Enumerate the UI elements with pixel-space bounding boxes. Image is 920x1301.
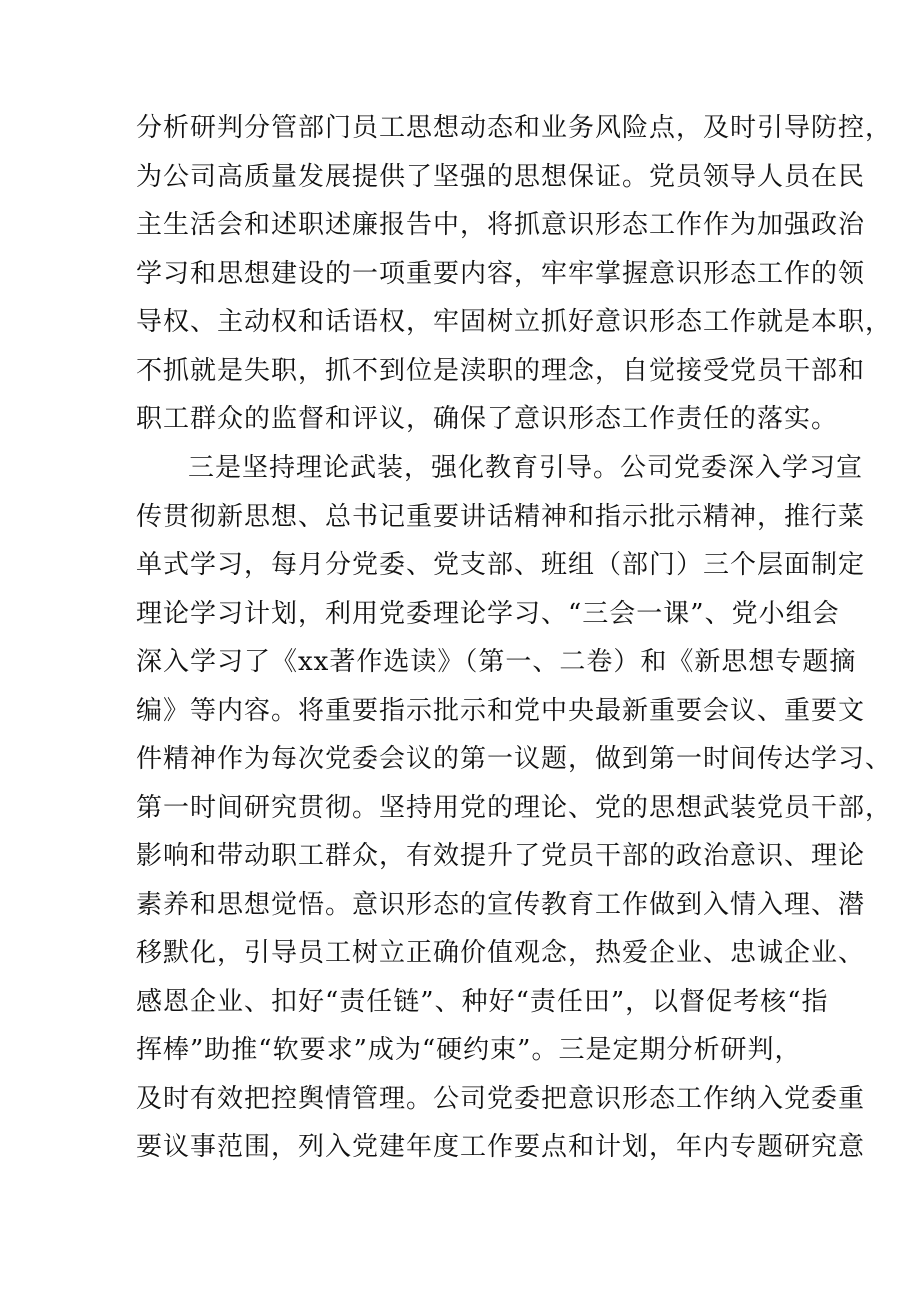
text-line: 职工群众的监督和评议，确保了意识形态工作责任的落实。 xyxy=(136,404,839,434)
text-line: 及时有效把控舆情管理。公司党委把意识形态工作纳入党委重 xyxy=(136,1083,866,1114)
text-line: 不抓就是失职，抓不到位是渎职的理念，自觉接受党员干部和 xyxy=(136,355,866,386)
text-line: 感恩企业、扣好“责任链”、种好“责任田”，以督促考核“指 xyxy=(136,986,829,1017)
text-line: 为公司高质量发展提供了坚强的思想保证。党员领导人员在民 xyxy=(136,161,866,192)
text-line: 要议事范围，列入党建年度工作要点和计划，年内专题研究意 xyxy=(136,1132,866,1162)
text-line: 导权、主动权和话语权，牢固树立抓好意识形态工作就是本职， xyxy=(136,307,893,337)
text-line: 主生活会和述职述廉报告中，将抓意识形态工作作为加强政治 xyxy=(136,210,866,240)
text-line: 编》等内容。将重要指示批示和党中央最新重要会议、重要文 xyxy=(136,695,866,726)
text-line: 挥棒”助推“软要求”成为“硬约束”。三是定期分析研判， xyxy=(136,1035,802,1065)
text-line: 移默化，引导员工树立正确价值观念，热爱企业、忠诚企业、 xyxy=(136,938,866,968)
paragraph-2 xyxy=(136,444,893,1172)
text-line: 深入学习了《xx著作选读》（第一、二卷）和《新思想专题摘 xyxy=(136,647,857,677)
text-line: 传贯彻新思想、总书记重要讲话精神和指示批示精神，推行菜 xyxy=(136,501,866,532)
text-line: 分析研判分管部门员工思想动态和业务风险点，及时引导防控， xyxy=(136,113,893,143)
text-line: 素养和思想觉悟。意识形态的宣传教育工作做到入情入理、潜 xyxy=(136,889,866,920)
text-line-indented: 三是坚持理论武装，强化教育引导。公司党委深入学习宣 xyxy=(188,453,864,483)
text-line: 学习和思想建设的一项重要内容，牢牢掌握意识形态工作的领 xyxy=(136,258,866,289)
paragraph-1 xyxy=(136,104,893,444)
text-line: 第一时间研究贯彻。坚持用党的理论、党的思想武装党员干部， xyxy=(136,792,893,823)
text-line: 件精神作为每次党委会议的第一议题，做到第一时间传达学习、 xyxy=(136,744,893,774)
text-line: 影响和带动职工群众，有效提升了党员干部的政治意识、理论 xyxy=(136,841,866,871)
text-line: 单式学习，每月分党委、党支部、班组（部门）三个层面制定 xyxy=(136,550,866,580)
text-line: 理论学习计划，利用党委理论学习、“三会一课”、党小组会 xyxy=(136,598,840,629)
